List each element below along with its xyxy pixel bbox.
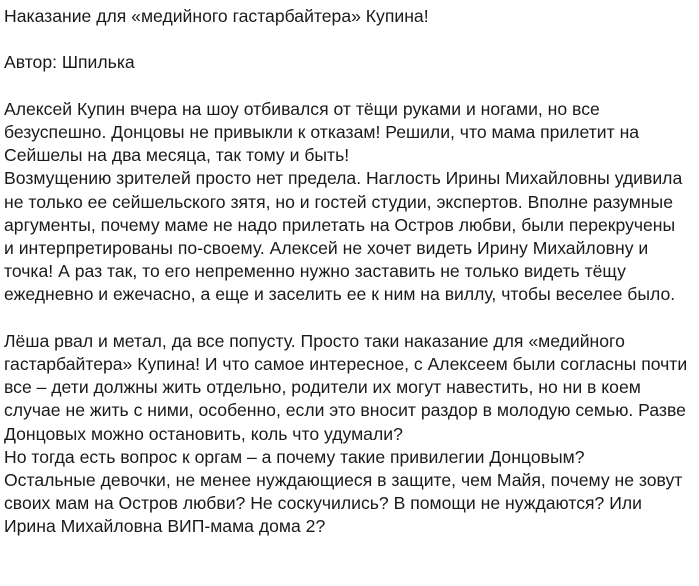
text-line: своих мам на Остров любви? Не соскучились? В помощи не нуждаются? Или (4, 493, 642, 514)
text-line: случае не жить с ними, особенно, если это вносит раздор в молодую семью. Разве (4, 400, 686, 421)
article-title: Наказание для «медийного гастарбайтера» Купина! (4, 6, 429, 26)
text-line: Донцовых можно остановить, коль что удумали? (4, 423, 403, 444)
text-line: аргументы, почему маме не надо прилетать на Остров любви, были перекручены (4, 214, 676, 235)
text-line: Возмущению зрителей просто нет предела. Наглость Ирины Михайловны удивила (4, 168, 683, 189)
text-line: безуспешно. Донцовы не привыкли к отказам! Решили, что мама прилетит на (4, 121, 640, 142)
paragraph-1 (4, 98, 696, 168)
text-line: все – дети должны жить отдельно, родители их могут навестить, но ни в коем (4, 377, 641, 398)
paragraph-4 (4, 446, 696, 539)
text-line: Остальные девочки, не менее нуждающиеся в защите, чем Майя, почему не зовут (4, 470, 683, 491)
paragraph-2 (4, 167, 696, 306)
text-line: Сейшелы на два месяца, так тому и быть! (4, 145, 350, 166)
text-line: и интерпретированы по-своему. Алексей не хочет видеть Ирину Михайловну и (4, 238, 649, 258)
article (4, 5, 696, 539)
text-line: гастарбайтера» Купина! И что самое интересное, с Алексеем были согласны почти (4, 354, 688, 374)
text-line: не только ее сейшельского зятя, но и гостей студии, экспертов. Вполне разумные (4, 191, 673, 212)
text-line: Алексей Купин вчера на шоу отбивался от тёщи руками и ногами, но все (4, 98, 600, 119)
article-author: Автор: Шпилька (4, 52, 135, 73)
text-line: ежедневно и ежечасно, а еще и заселить ее к ним на виллу, чтобы веселее было. (4, 284, 676, 305)
text-line: точка! А раз так, то его непременно нужно заставить не только видеть тёщу (4, 261, 626, 282)
text-line: Лёша рвал и метал, да все попусту. Просто таки наказание для «медийного (4, 330, 625, 351)
text-line: Но тогда есть вопрос к оргам – а почему такие привилегии Донцовым? (4, 446, 585, 467)
paragraph-3 (4, 330, 696, 446)
text-line: Ирина Михайловна ВИП-мама дома 2? (4, 516, 326, 537)
